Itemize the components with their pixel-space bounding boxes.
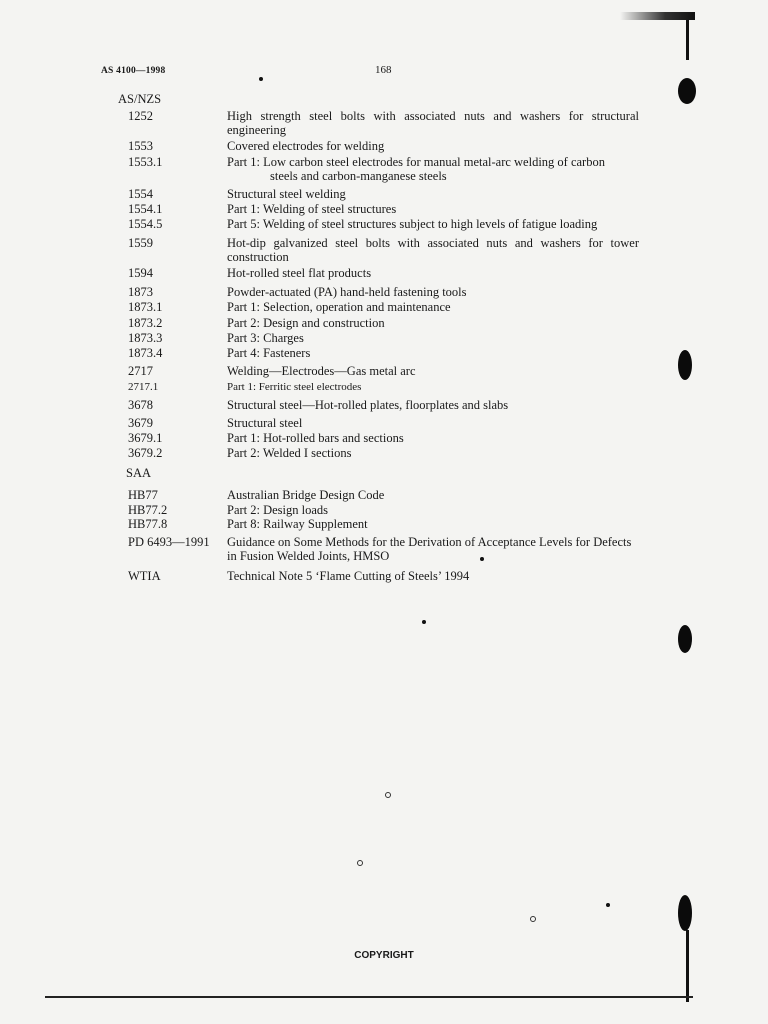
punch-hole xyxy=(678,895,692,931)
standard-title: Part 3: Charges xyxy=(227,331,304,345)
standard-title: Part 2: Design and construction xyxy=(227,316,385,330)
standard-title xyxy=(227,155,639,183)
standard-code: HB77.2 xyxy=(128,503,168,517)
bottom-rule xyxy=(45,996,693,998)
title-line: Part 1: Low carbon steel electrodes for manual metal-arc welding of carbon xyxy=(227,155,605,169)
standard-title: Technical Note 5 ‘Flame Cutting of Steels’ 1994 xyxy=(227,569,470,583)
standard-title: Part 4: Fasteners xyxy=(227,346,311,360)
punch-hole xyxy=(678,350,692,380)
standard-title: Part 1: Welding of steel structures xyxy=(227,202,397,216)
standard-title: Welding—Electrodes—Gas metal arc xyxy=(227,364,416,378)
standard-title: Part 2: Design loads xyxy=(227,503,329,517)
standard-code: 3679.1 xyxy=(128,431,163,445)
standard-code: 1873.3 xyxy=(128,331,163,345)
standard-code: 1873.1 xyxy=(128,300,163,314)
standard-code: 3678 xyxy=(128,398,153,412)
scan-speck xyxy=(480,557,484,561)
standard-code: WTIA xyxy=(128,569,161,583)
copyright-footer: COPYRIGHT xyxy=(354,950,414,961)
scan-speck xyxy=(385,792,391,798)
scan-speck xyxy=(357,860,363,866)
standard-code: 1873.4 xyxy=(128,346,163,360)
standard-title: Part 5: Welding of steel structures subject to high levels of fatigue loading xyxy=(227,217,598,231)
scan-speck xyxy=(530,916,536,922)
standard-code: HB77.8 xyxy=(128,517,168,531)
standard-title: Part 1: Selection, operation and maintenance xyxy=(227,300,451,314)
scan-edge-mark xyxy=(686,20,689,60)
standard-number: AS 4100—1998 xyxy=(101,66,166,76)
punch-hole xyxy=(678,78,696,104)
standard-title: Australian Bridge Design Code xyxy=(227,488,385,502)
standard-title: Hot-rolled steel flat products xyxy=(227,266,372,280)
standard-code: 1553.1 xyxy=(128,155,163,169)
standard-code: 1873.2 xyxy=(128,316,163,330)
group-heading-saa: SAA xyxy=(126,466,152,480)
standard-title: Hot-dip galvanized steel bolts with associated nuts and washers for tower construction xyxy=(227,236,639,264)
standard-code: 1873 xyxy=(128,285,153,299)
standard-code: 1554 xyxy=(128,187,153,201)
standard-title: Guidance on Some Methods for the Derivation of Acceptance Levels for Defects in Fusion Welded Joints, HMSO xyxy=(227,535,632,563)
standard-code: 1594 xyxy=(128,266,153,280)
standard-title: Part 1: Ferritic steel electrodes xyxy=(227,381,362,393)
standard-code: PD 6493—1991 xyxy=(128,535,210,549)
standard-title: Powder-actuated (PA) hand-held fastening tools xyxy=(227,285,467,299)
standard-code: HB77 xyxy=(128,488,158,502)
standard-title: High strength steel bolts with associated nuts and washers for structural engineering xyxy=(227,109,639,137)
standard-code: 2717.1 xyxy=(128,381,159,393)
scan-edge-mark xyxy=(686,930,689,1002)
standard-title: Structural steel welding xyxy=(227,187,346,201)
standard-title: Part 1: Hot-rolled bars and sections xyxy=(227,431,404,445)
standard-code: 1252 xyxy=(128,109,153,123)
standard-title: Part 2: Welded I sections xyxy=(227,446,352,460)
standard-code: 1559 xyxy=(128,236,153,250)
standard-title: Part 8: Railway Supplement xyxy=(227,517,368,531)
title-line: steels and carbon-manganese steels xyxy=(270,169,447,183)
standard-code: 1553 xyxy=(128,139,153,153)
standard-code: 3679 xyxy=(128,416,153,430)
standard-title: Covered electrodes for welding xyxy=(227,139,385,153)
standard-title: Structural steel—Hot-rolled plates, floorplates and slabs xyxy=(227,398,509,412)
standard-code: 1554.5 xyxy=(128,217,163,231)
scan-smudge xyxy=(620,12,695,20)
standard-code: 3679.2 xyxy=(128,446,163,460)
scan-speck xyxy=(606,903,610,907)
punch-hole xyxy=(678,625,692,653)
scan-speck xyxy=(259,77,263,81)
standard-code: 2717 xyxy=(128,364,153,378)
scan-speck xyxy=(422,620,426,624)
standard-code: 1554.1 xyxy=(128,202,163,216)
page-number: 168 xyxy=(375,64,392,76)
standard-title: Structural steel xyxy=(227,416,303,430)
group-heading-as-nzs: AS/NZS xyxy=(118,92,162,106)
